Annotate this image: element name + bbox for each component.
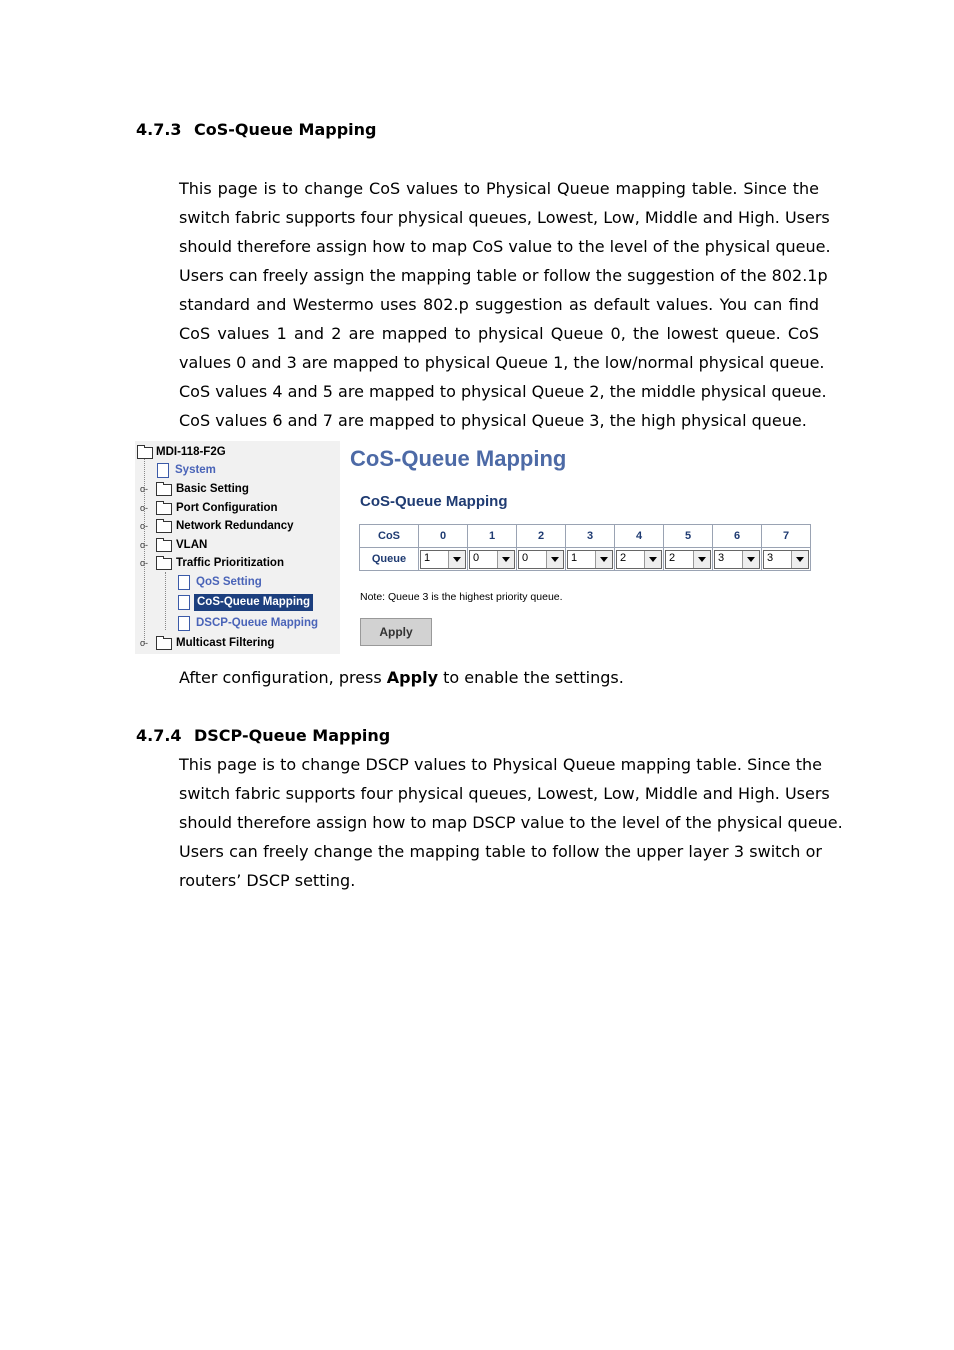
- tree-item-label: Multicast Filtering: [176, 637, 275, 649]
- tree-item-label-selected: CoS-Queue Mapping: [194, 594, 313, 611]
- after-config-text: [179, 663, 819, 692]
- expand-icon[interactable]: o-: [140, 484, 149, 494]
- paragraph-line: standard and Westermo uses 802.p suggestion as default values. You can find: [179, 295, 819, 314]
- section-paragraph-4-7-3: [179, 174, 831, 435]
- after-config-prefix: After configuration, press: [179, 668, 387, 687]
- paragraph-line: switch fabric supports four physical queues, Lowest, Low, Middle and High. Users: [179, 208, 830, 227]
- folder-icon: [156, 503, 172, 515]
- queue-cell: [762, 548, 811, 571]
- tree-item-label: System: [175, 464, 216, 476]
- tree-item-label: Traffic Prioritization: [176, 557, 284, 569]
- chevron-down-icon[interactable]: [693, 551, 710, 568]
- after-config-bold: Apply: [386, 668, 438, 687]
- paragraph-line: switch fabric supports four physical queues, Lowest, Low, Middle and High. Users: [179, 784, 830, 803]
- section-paragraph-4-7-4: [179, 750, 843, 895]
- cos-value: 3: [566, 525, 615, 548]
- panel-title: CoS-Queue Mapping: [350, 446, 567, 471]
- queue-select-cos-4[interactable]: [616, 550, 662, 569]
- tree-item-label: QoS Setting: [196, 576, 262, 588]
- chevron-down-icon[interactable]: [644, 551, 661, 568]
- collapse-icon[interactable]: o-: [140, 558, 149, 568]
- folder-icon: [156, 521, 172, 533]
- cos-value: 6: [713, 525, 762, 548]
- folder-icon: [156, 540, 172, 552]
- chevron-down-icon[interactable]: [448, 551, 465, 568]
- section-number: 4.7.4: [136, 726, 182, 745]
- expand-icon[interactable]: o-: [140, 503, 149, 513]
- expand-icon[interactable]: o-: [140, 540, 149, 550]
- cos-queue-table: [359, 524, 811, 571]
- queue-row-header: Queue: [360, 548, 419, 571]
- ui-screenshot: [135, 441, 817, 655]
- cos-value: 5: [664, 525, 713, 548]
- chevron-down-icon[interactable]: [742, 551, 759, 568]
- paragraph-line: should therefore assign how to map DSCP value to the level of the physical queue.: [179, 813, 843, 832]
- expand-icon[interactable]: o-: [140, 638, 149, 648]
- tree-root-label: MDI-118-F2G: [156, 446, 226, 458]
- folder-icon: [137, 447, 153, 459]
- queue-select-cos-6[interactable]: [714, 550, 760, 569]
- queue-select-value: 1: [424, 551, 431, 564]
- cos-value: 7: [762, 525, 811, 548]
- after-config-suffix: to enable the settings.: [438, 668, 624, 687]
- queue-select-value: 0: [473, 551, 480, 564]
- tree-item-label: VLAN: [176, 539, 208, 551]
- section-heading-4-7-4: [136, 726, 390, 745]
- queue-cell: [664, 548, 713, 571]
- queue-select-value: 0: [522, 551, 529, 564]
- page-icon: [178, 616, 190, 631]
- chevron-down-icon[interactable]: [497, 551, 514, 568]
- paragraph-line: CoS values 1 and 2 are mapped to physical Queue 0, the lowest queue. CoS: [179, 324, 819, 343]
- queue-select-value: 2: [669, 551, 676, 564]
- section-title: DSCP-Queue Mapping: [194, 726, 391, 745]
- queue-select-value: 3: [767, 551, 774, 564]
- tree-item-label: Port Configuration: [176, 502, 278, 514]
- cos-value: 1: [468, 525, 517, 548]
- queue-select-cos-7[interactable]: [763, 550, 809, 569]
- paragraph-line: CoS values 4 and 5 are mapped to physical Queue 2, the middle physical queue.: [179, 382, 827, 401]
- cos-row-header: CoS: [360, 525, 419, 548]
- panel-subtitle: CoS-Queue Mapping: [360, 493, 508, 510]
- paragraph-line: CoS values 6 and 7 are mapped to physical Queue 3, the high physical queue.: [179, 411, 807, 430]
- queue-select-cos-2[interactable]: [518, 550, 564, 569]
- queue-cell: [419, 548, 468, 571]
- folder-icon: [156, 484, 172, 496]
- folder-icon: [156, 638, 172, 650]
- queue-cell: [713, 548, 762, 571]
- paragraph-line: should therefore assign how to map CoS value to the level of the physical queue.: [179, 237, 831, 256]
- section-number: 4.7.3: [136, 120, 182, 139]
- chevron-down-icon[interactable]: [791, 551, 808, 568]
- queue-select-value: 2: [620, 551, 627, 564]
- paragraph-line: routers’ DSCP setting.: [179, 871, 356, 890]
- priority-note: Note: Queue 3 is the highest priority queue.: [360, 591, 563, 603]
- queue-select-cos-0[interactable]: [420, 550, 466, 569]
- paragraph-line: Users can freely assign the mapping table or follow the suggestion of the 802.1p: [179, 266, 828, 285]
- nav-tree: [135, 441, 340, 654]
- chevron-down-icon[interactable]: [546, 551, 563, 568]
- cos-value: 2: [517, 525, 566, 548]
- config-panel: [347, 441, 817, 655]
- queue-cell: [615, 548, 664, 571]
- queue-select-value: 1: [571, 551, 578, 564]
- tree-item-label: DSCP-Queue Mapping: [196, 617, 319, 629]
- cos-row: [360, 525, 811, 548]
- page-icon: [178, 575, 190, 590]
- cos-value: 0: [419, 525, 468, 548]
- queue-select-cos-5[interactable]: [665, 550, 711, 569]
- queue-row: [360, 548, 811, 571]
- page-icon: [157, 463, 169, 478]
- section-heading-4-7-3: [136, 120, 377, 139]
- tree-item-label: Network Redundancy: [176, 520, 294, 532]
- queue-cell: [566, 548, 615, 571]
- queue-cell: [517, 548, 566, 571]
- apply-button[interactable]: Apply: [360, 618, 432, 646]
- folder-icon: [156, 558, 172, 570]
- queue-cell: [468, 548, 517, 571]
- section-title: CoS-Queue Mapping: [194, 120, 377, 139]
- expand-icon[interactable]: o-: [140, 521, 149, 531]
- tree-item-label: Basic Setting: [176, 483, 249, 495]
- queue-select-value: 3: [718, 551, 725, 564]
- queue-select-cos-1[interactable]: [469, 550, 515, 569]
- paragraph-line: This page is to change DSCP values to Physical Queue mapping table. Since the: [179, 755, 822, 774]
- paragraph-line: This page is to change CoS values to Physical Queue mapping table. Since the: [179, 179, 819, 198]
- paragraph-line: Users can freely change the mapping table to follow the upper layer 3 switch or: [179, 842, 822, 861]
- cos-value: 4: [615, 525, 664, 548]
- queue-select-cos-3[interactable]: [567, 550, 613, 569]
- page-icon: [178, 595, 190, 610]
- chevron-down-icon[interactable]: [595, 551, 612, 568]
- paragraph-line: values 0 and 3 are mapped to physical Queue 1, the low/normal physical queue.: [179, 353, 825, 372]
